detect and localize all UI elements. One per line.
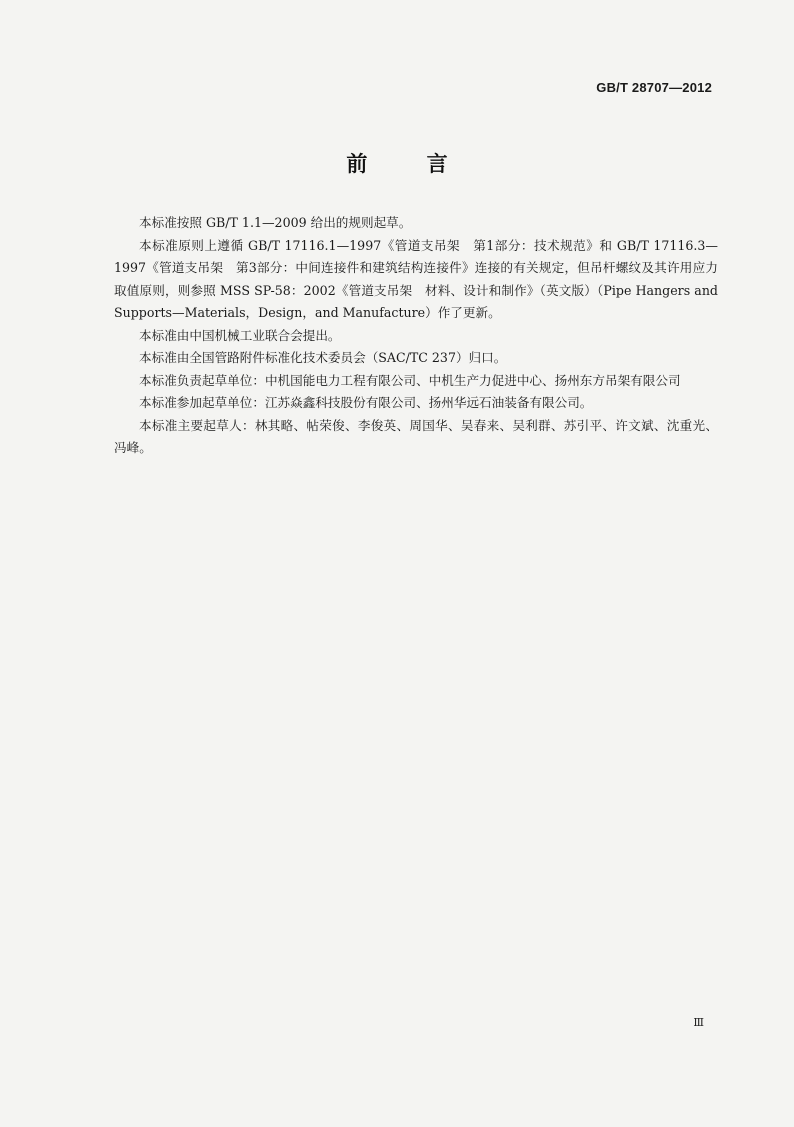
paragraph-drafting-rules: 本标准按照 GB/T 1.1—2009 给出的规则起草。	[139, 215, 412, 230]
paragraph-proposed-by: 本标准由中国机械工业联合会提出。	[139, 327, 341, 343]
paragraph-principles: 本标准原则上遵循 GB/T 17116.1—1997《管道支吊架 第1部分：技术规范》和 GB/T 17116.3—1997《管道支吊架 第3部分：中间连接件和建筑结构连接件》连接的有关规定，但吊杆螺纹及其许用应力取值原则，则参照 MSS SP-58：2002《管道支吊架 材料、设计和制作》（英文版）（Pipe Hangers and Supports—Materials，Design，and Manufacture）作了更新。	[114, 237, 718, 320]
page-title: 前 言	[346, 152, 474, 176]
paragraph-main-drafters: 本标准主要起草人：林其略、帖荣俊、李俊英、周国华、吴春来、吴利群、苏引平、许文斌、沈重光、冯峰。	[114, 417, 718, 455]
standard-number: GB/T 28707—2012	[596, 80, 712, 95]
paragraph-responsible-drafters: 本标准负责起草单位：中机国能电力工程有限公司、中机生产力促进中心、扬州东方吊架有限公司	[139, 372, 681, 388]
paragraph-centralized-by: 本标准由全国管路附件标准化技术委员会（SAC/TC 237）归口。	[139, 350, 507, 365]
foreword-body	[114, 212, 718, 460]
paragraph-participating-drafters: 本标准参加起草单位：江苏焱鑫科技股份有限公司、扬州华远石油装备有限公司。	[139, 395, 593, 410]
page-number: Ⅲ	[693, 1016, 704, 1029]
